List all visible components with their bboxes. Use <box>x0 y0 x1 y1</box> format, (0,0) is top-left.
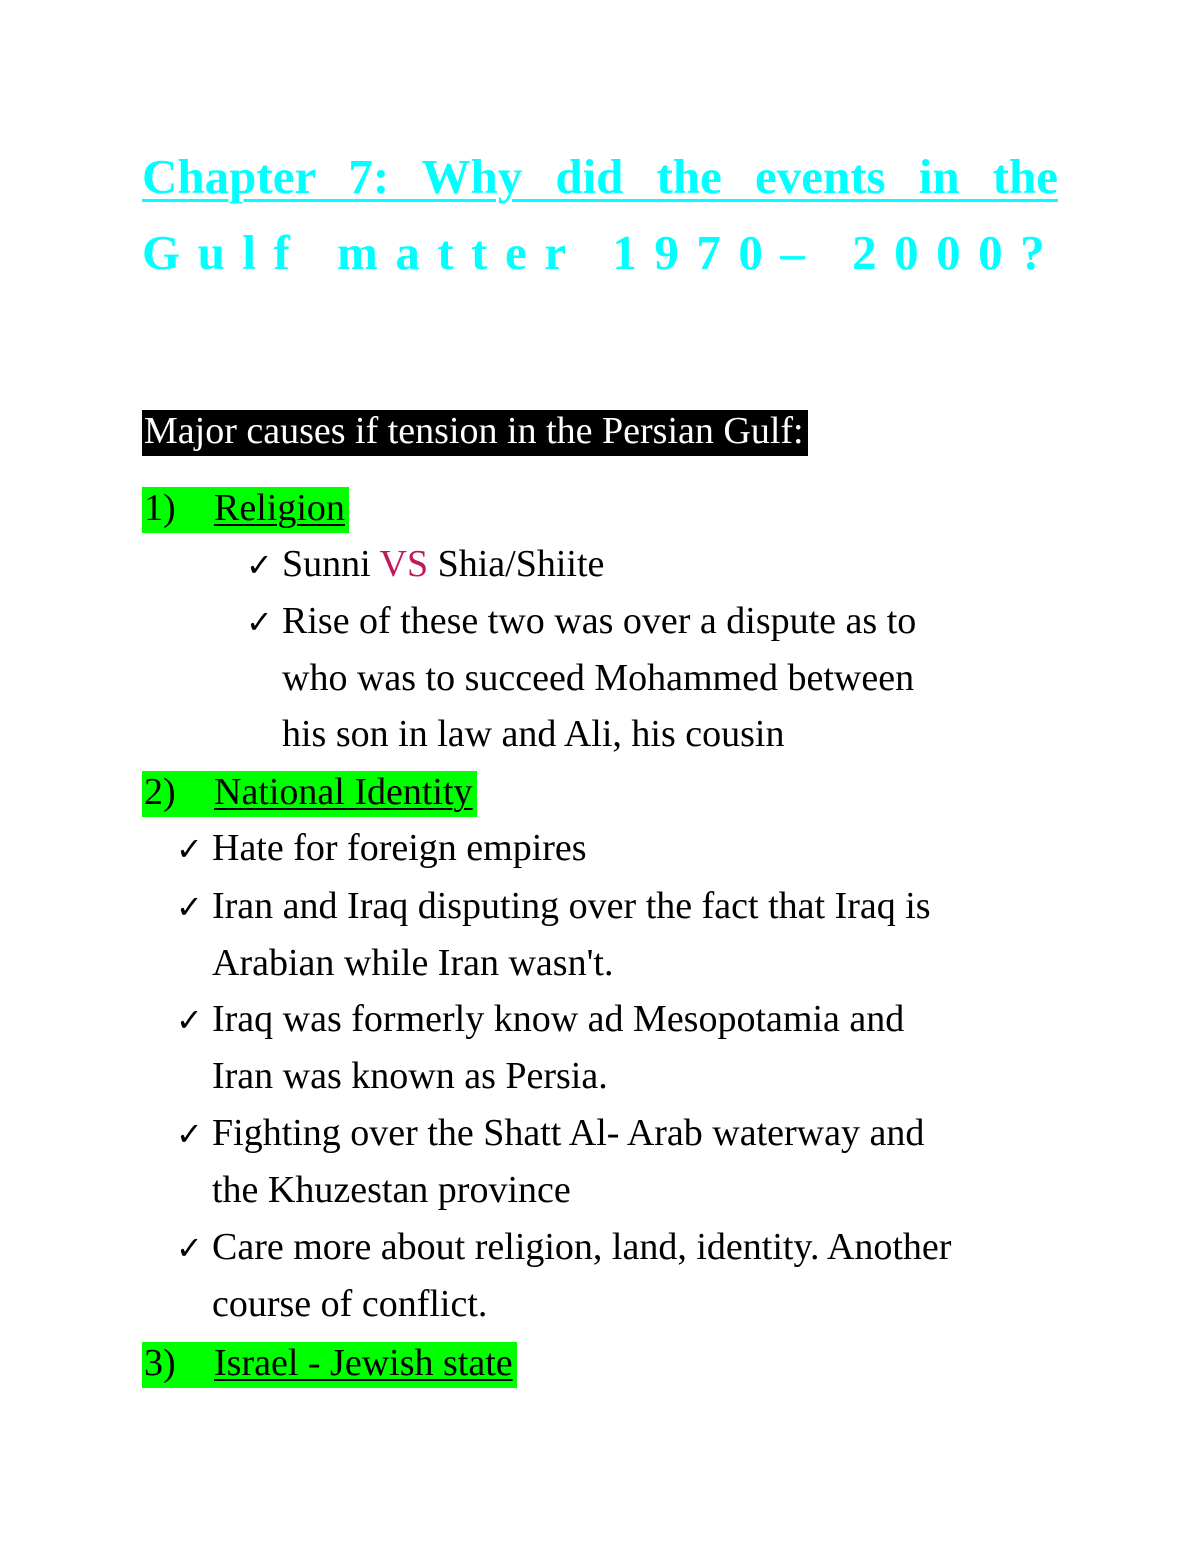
list-item <box>176 829 587 867</box>
section-number: 3) <box>144 1342 176 1384</box>
bullet-text: Hate for foreign empires <box>212 827 587 869</box>
bullet-text: Iraq was formerly know ad Mesopotamia and <box>212 998 905 1040</box>
section-label: National Identity <box>214 771 473 813</box>
list-item <box>176 1114 924 1152</box>
list-item <box>246 545 604 583</box>
section-heading-national-identity <box>142 771 477 817</box>
bullet-text-continuation: course of conflict. <box>212 1283 488 1325</box>
subheading: Major causes if tension in the Persian Gulf: <box>142 410 808 456</box>
section-heading-religion <box>142 487 349 533</box>
checkmark-icon: ✓ <box>176 888 203 926</box>
section-number: 1) <box>144 487 176 529</box>
checkmark-icon: ✓ <box>176 1001 203 1039</box>
page-title-line-1: Chapter 7: Why did the events in the <box>142 149 1058 204</box>
section-label: Israel - Jewish state <box>214 1342 513 1384</box>
checkmark-icon: ✓ <box>176 830 203 868</box>
bullet-text-continuation: his son in law and Ali, his cousin <box>282 713 785 755</box>
checkmark-icon: ✓ <box>246 546 273 584</box>
section-number: 2) <box>144 771 176 813</box>
checkmark-icon: ✓ <box>176 1229 203 1267</box>
list-item <box>246 602 916 640</box>
bullet-text-continuation: Iran was known as Persia. <box>212 1055 608 1097</box>
bullet-text-continuation: who was to succeed Mohammed between <box>282 657 915 699</box>
bullet-text: Iran and Iraq disputing over the fact that Iraq is <box>212 885 931 927</box>
section-heading-israel <box>142 1342 517 1388</box>
bullet-text: Rise of these two was over a dispute as to <box>282 600 917 642</box>
bullet-text: Fighting over the Shatt Al- Arab waterway and <box>212 1112 925 1154</box>
checkmark-icon: ✓ <box>246 603 273 641</box>
bullet-text-highlight: VS <box>379 543 429 585</box>
bullet-text: Care more about religion, land, identity. Another <box>212 1226 952 1268</box>
checkmark-icon: ✓ <box>176 1115 203 1153</box>
bullet-text-continuation: Arabian while Iran wasn't. <box>212 942 614 984</box>
bullet-text-pre: Sunni <box>282 543 380 585</box>
bullet-text-continuation: the Khuzestan province <box>212 1169 571 1211</box>
bullet-text-post: Shia/Shiite <box>428 543 605 585</box>
page-title-line-2 <box>142 225 1063 280</box>
section-label: Religion <box>214 487 345 529</box>
page-title-line-2-text: Gulf matter 1970– 2000? <box>142 225 1063 280</box>
list-item <box>176 1228 951 1266</box>
list-item <box>176 887 931 925</box>
list-item <box>176 1000 904 1038</box>
